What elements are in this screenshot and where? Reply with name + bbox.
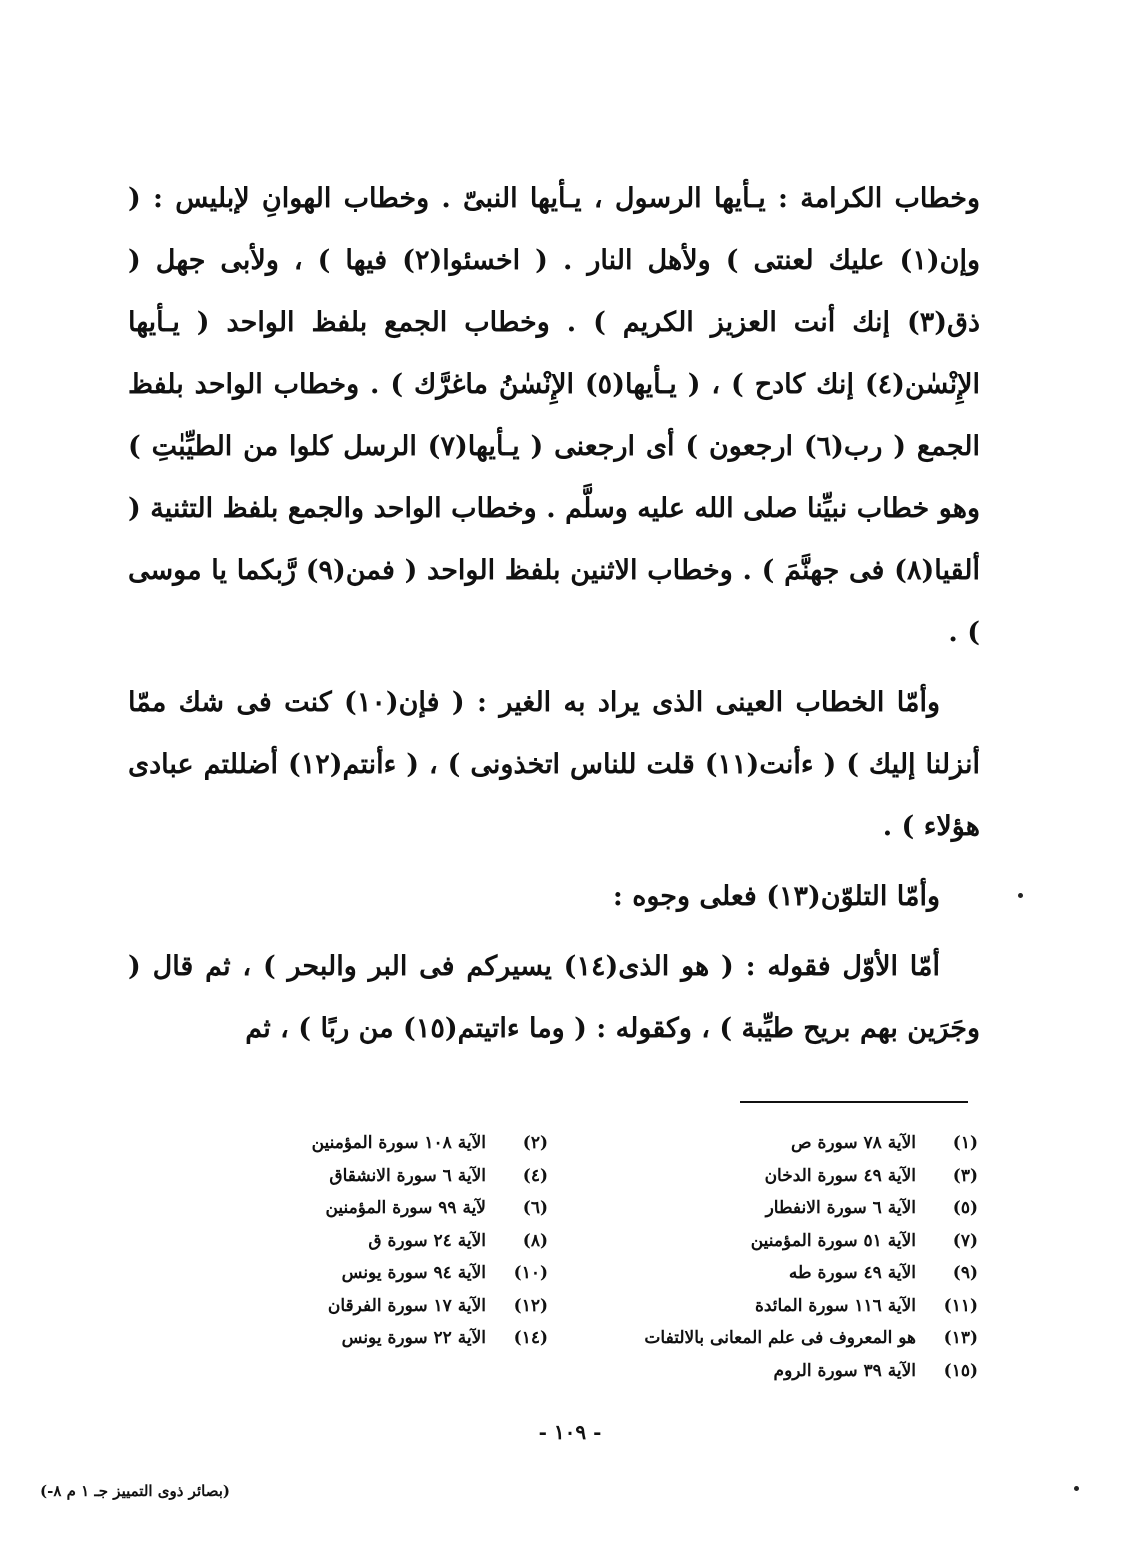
footnote-text: الآية ٧٨ سورة ص bbox=[791, 1133, 916, 1153]
footnote-text: الآية ٦ سورة الانشقاق bbox=[329, 1165, 486, 1186]
footnote bbox=[580, 1322, 978, 1355]
footnote-text: الآية ٥١ سورة المؤمنين bbox=[750, 1230, 916, 1251]
page-number: - ١٠٩ - bbox=[538, 1420, 602, 1444]
paragraph-coloring-heading: وأمّا التلوّن(١٣) فعلى وجوه : bbox=[612, 881, 940, 912]
footnote-text: الآية ١٠٨ سورة المؤمنين bbox=[311, 1133, 486, 1153]
footnote bbox=[250, 1290, 548, 1323]
footnotes-right-column bbox=[580, 1127, 978, 1387]
footnote-text: الآية ٣٩ سورة الروم bbox=[773, 1360, 916, 1381]
footnote-number: (٩) bbox=[952, 1263, 978, 1283]
footnote-text: الآية ٩٤ سورة يونس bbox=[341, 1263, 486, 1283]
footnote bbox=[250, 1257, 548, 1290]
footnote bbox=[250, 1322, 548, 1355]
footnote-text: الآية ٤٩ سورة طه bbox=[788, 1263, 916, 1283]
footnote-number: (١٠) bbox=[513, 1263, 548, 1283]
footnote-text: الآية ٦ سورة الانفطار bbox=[765, 1198, 916, 1218]
footnote-text: الآية ٢٢ سورة يونس bbox=[341, 1328, 486, 1348]
footnote-number: (١٥) bbox=[943, 1360, 978, 1381]
footnote bbox=[580, 1355, 978, 1388]
footnote-number: (١١) bbox=[943, 1295, 978, 1316]
footnote-number: (١٣) bbox=[943, 1328, 978, 1348]
footnote bbox=[250, 1160, 548, 1193]
scan-speck bbox=[1018, 893, 1023, 898]
footnote-text: لآية ٩٩ سورة المؤمنين bbox=[325, 1198, 486, 1218]
paragraph-address-types: وخطاب الكرامة : يـأيها الرسول ، يـأيها النبىّ . وخطاب الهوانِ لإبليس : ( وإن(١) عليك لعنتى ) ولأهل النار . ( اخسئوا(٢) فيها ) ، ولأبى جهل ( ذق(٣) إنك أنت العزيز الكريم ) . وخطاب الجمع بلفظ الواحد ( يـأيها الإِنْسٰن(٤) إنك كادح ) ، ( يـأيها(٥) الإِنْسٰنُ ماغرَّك ) . وخطاب الواحد بلفظ الجمع ( رب(٦) ارجعون ) أى ارجعنى ( يـأيها(٧) الرسل كلوا من الطيِّبٰتِ ) وهو خطاب نبيِّنا صلى الله عليه وسلَّم . وخطاب الواحد والجمع بلفظ التثنية ( ألقيا(٨) فى جهنَّمَ ) . وخطاب الاثنين بلفظ الواحد ( فمن(٩) رَّبكما يا موسى ) . bbox=[128, 183, 980, 648]
scan-speck bbox=[1074, 1486, 1079, 1491]
footnote-text: هو المعروف فى علم المعانى بالالتفات bbox=[644, 1328, 916, 1348]
footnote bbox=[250, 1127, 548, 1160]
footnote-separator bbox=[740, 1101, 968, 1103]
footnote-text: الآية ٤٩ سورة الدخان bbox=[764, 1165, 916, 1186]
footnote bbox=[580, 1160, 978, 1193]
main-text bbox=[128, 168, 980, 1068]
footnote-number: (٣) bbox=[952, 1165, 978, 1186]
running-footer: (بصائر ذوى التمييز جـ ١ م ٨-) bbox=[40, 1482, 230, 1500]
paragraph-specific-address: وأمّا الخطاب العينى الذى يراد به الغير : ( فإن(١٠) كنت فى شك ممّا أنزلنا إليك ) ( ءأنت(١١) قلت للناس اتخذونى ) ، ( ءأنتم(١٢) أضللتم عبادى هؤلاء ) . bbox=[128, 687, 981, 842]
footnote-number: (٢) bbox=[522, 1133, 548, 1153]
footnote-number: (٥) bbox=[952, 1198, 978, 1218]
footnote bbox=[580, 1192, 978, 1225]
footnote-number: (١) bbox=[952, 1133, 978, 1153]
paragraph-first-aspect: أمّا الأوّل فقوله : ( هو الذى(١٤) يسيركم فى البر والبحر ) ، ثم قال ( وجَرَين بهم بريح طيِّبة ) ، وكقوله : ( وما ءاتيتم(١٥) من ربًا ) ، ثم bbox=[128, 951, 980, 1044]
footnote-number: (٨) bbox=[522, 1230, 548, 1251]
footnote-number: (٤) bbox=[522, 1165, 548, 1186]
footnotes-left-column bbox=[250, 1127, 548, 1355]
footnote-number: (١٢) bbox=[513, 1295, 548, 1316]
footnote-number: (١٤) bbox=[513, 1328, 548, 1348]
footnote bbox=[580, 1257, 978, 1290]
footnote bbox=[580, 1290, 978, 1323]
footnote-text: الآية ١١٦ سورة المائدة bbox=[754, 1295, 916, 1316]
footnote bbox=[250, 1225, 548, 1258]
footnote bbox=[580, 1225, 978, 1258]
footnote bbox=[250, 1192, 548, 1225]
footnote-number: (٦) bbox=[522, 1198, 548, 1218]
footnote-text: الآية ٢٤ سورة ق bbox=[368, 1230, 486, 1251]
footnote-text: الآية ١٧ سورة الفرقان bbox=[327, 1295, 486, 1316]
footnote-number: (٧) bbox=[952, 1230, 978, 1251]
footnote bbox=[580, 1127, 978, 1160]
